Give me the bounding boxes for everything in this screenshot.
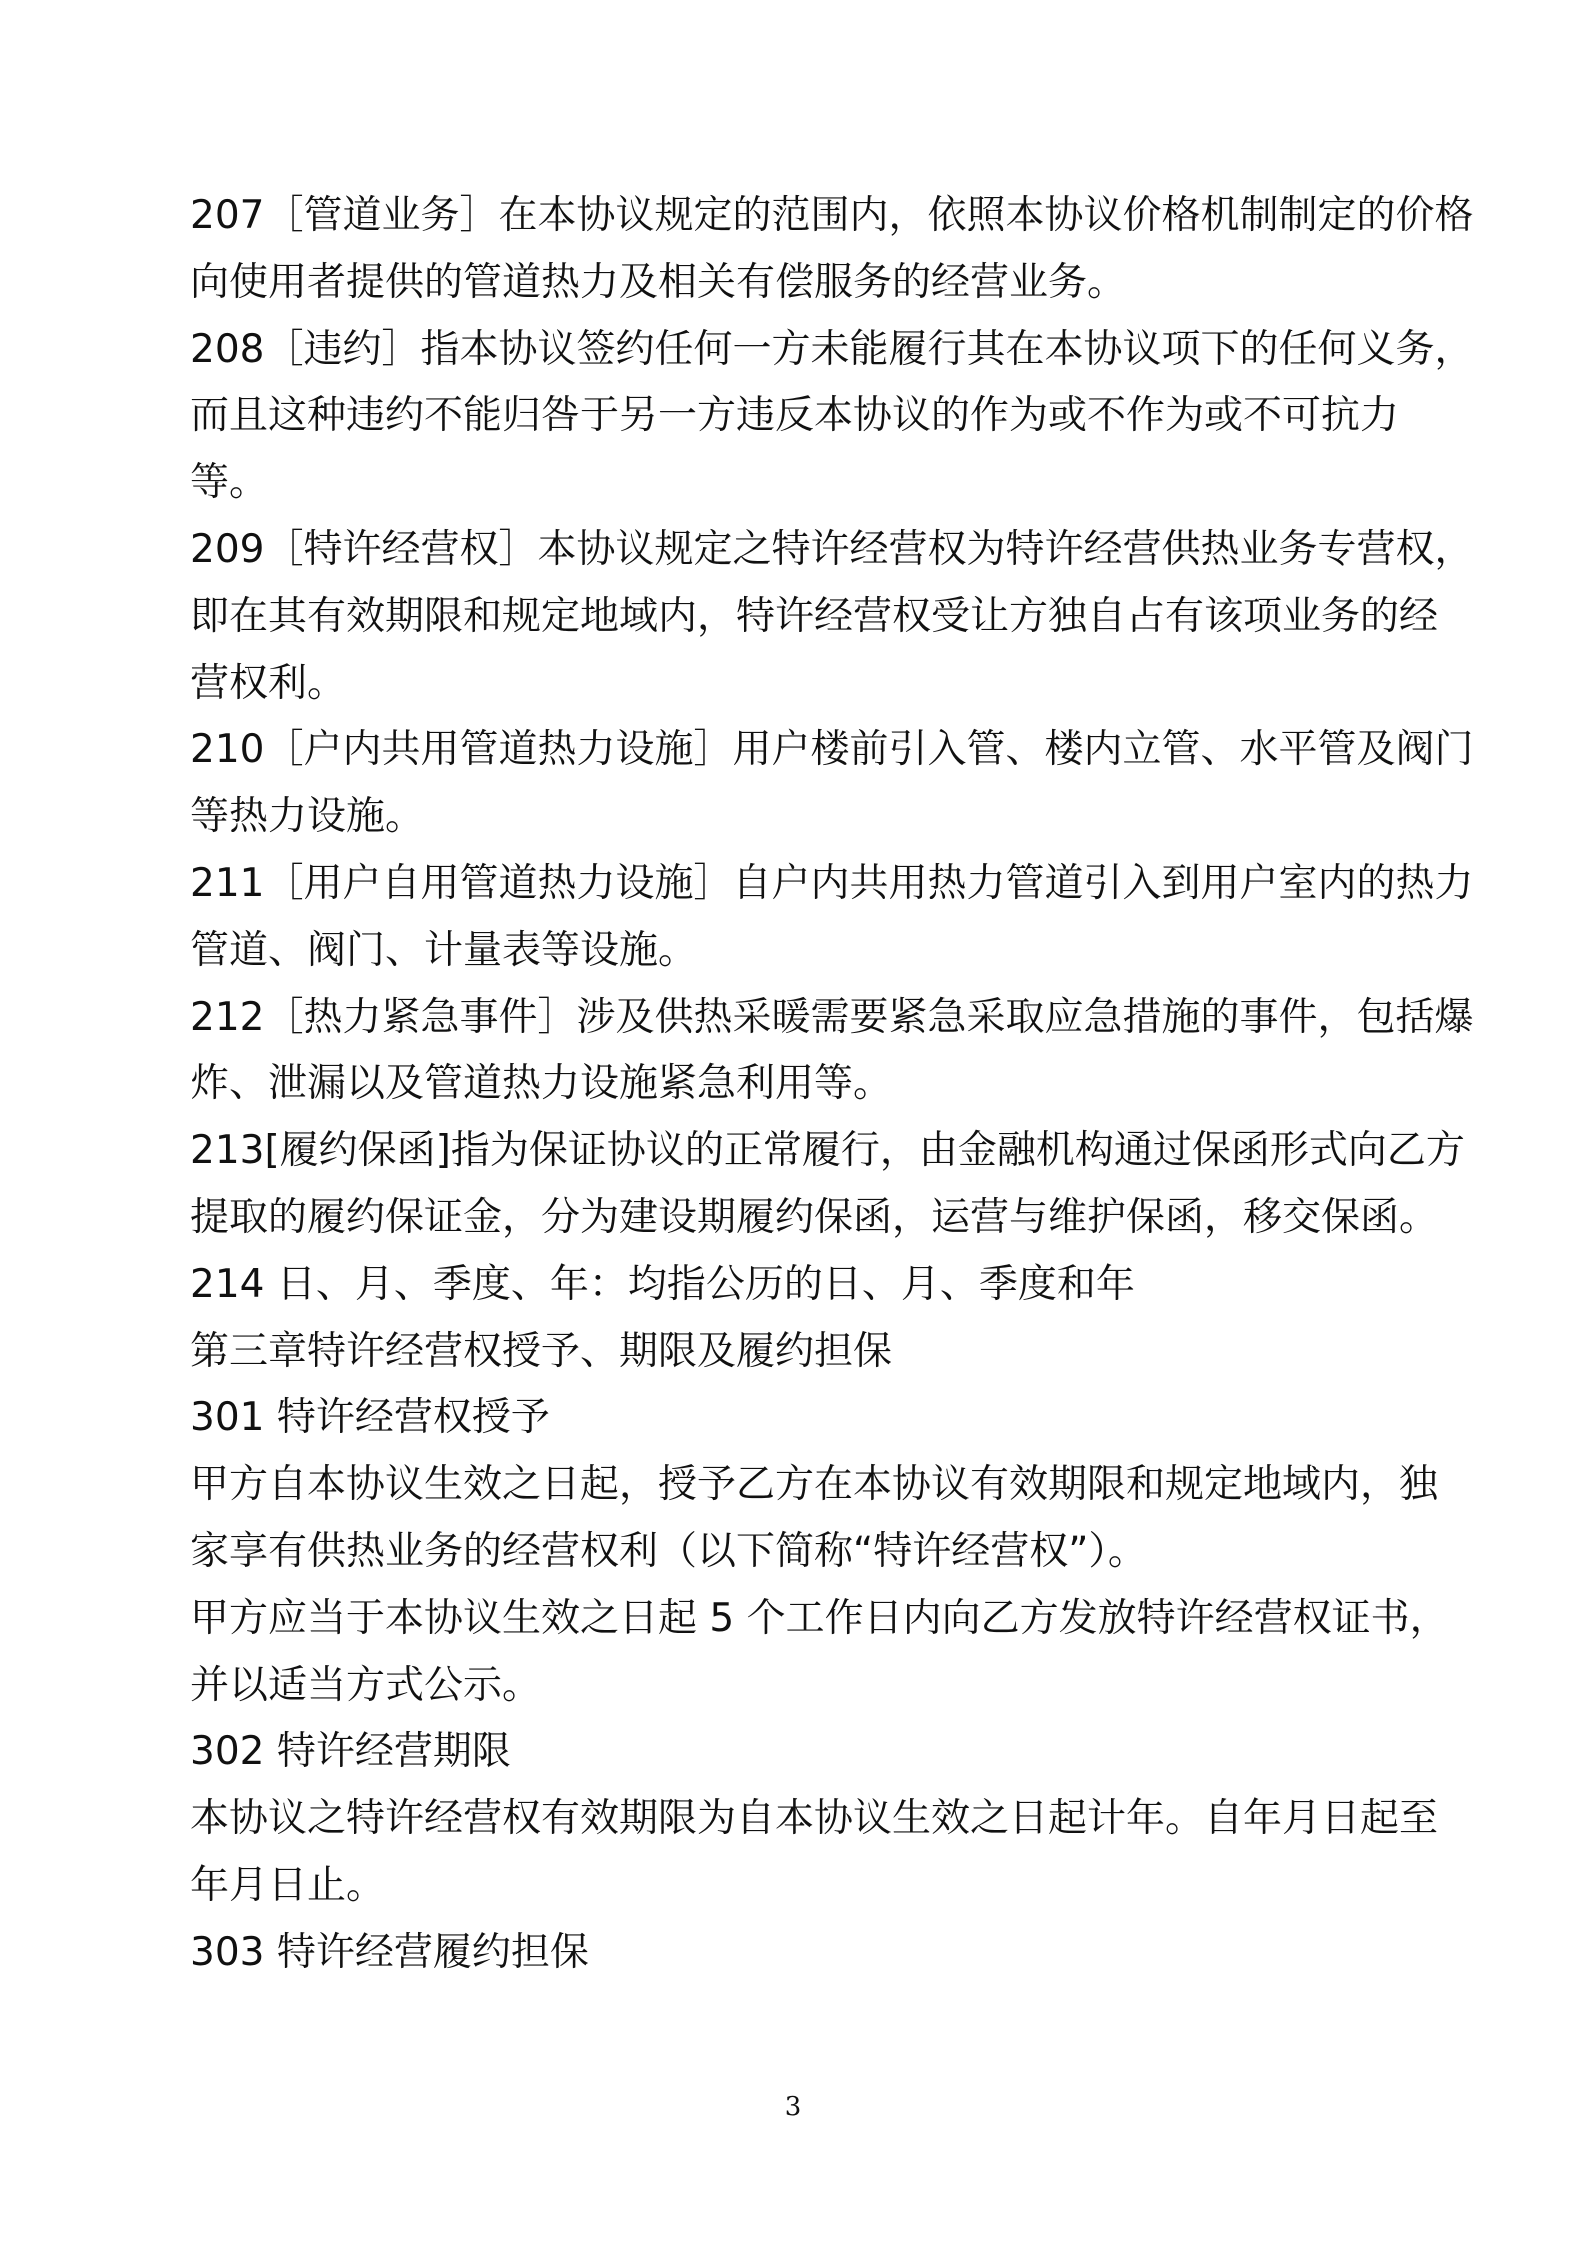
paragraph bbox=[190, 985, 1474, 1119]
text-line: 208［违约］指本协议签约任何一方未能履行其在本协议项下的任何义务， bbox=[190, 326, 1474, 372]
paragraph bbox=[190, 1586, 1449, 1720]
text-line: 而且这种违约不能归咎于另一方违反本协议的作为或不作为或不可抗力 bbox=[190, 393, 1400, 439]
paragraph bbox=[190, 317, 1474, 517]
paragraph bbox=[190, 1920, 1410, 1987]
text-line: 即在其有效期限和规定地域内，特许经营权受让方独自占有该项业务的经 bbox=[190, 593, 1439, 639]
paragraph bbox=[190, 1452, 1439, 1586]
text-line: 207［管道业务］在本协议规定的范围内，依照本协议价格机制制定的价格 bbox=[190, 193, 1474, 238]
text-line: 炸、泄漏以及管道热力设施紧急利用等。 bbox=[190, 1061, 893, 1107]
text-line: 302 特许经营期限 bbox=[190, 1729, 511, 1775]
text-line: 家享有供热业务的经营权利（以下简称“特许经营权”）。 bbox=[190, 1528, 1147, 1574]
text-line: 甲方应当于本协议生效之日起 5 个工作日内向乙方发放特许经营权证书， bbox=[190, 1595, 1449, 1641]
document-body bbox=[190, 183, 1474, 1987]
text-line: 管道、阀门、计量表等设施。 bbox=[190, 927, 698, 973]
text-line: 210［户内共用管道热力设施］用户楼前引入管、楼内立管、水平管及阀门 bbox=[190, 727, 1474, 773]
text-line: 甲方自本协议生效之日起，授予乙方在本协议有效期限和规定地域内，独 bbox=[190, 1462, 1439, 1508]
paragraph bbox=[190, 1385, 1410, 1452]
paragraph bbox=[190, 1319, 1410, 1386]
paragraph bbox=[190, 851, 1474, 985]
paragraph bbox=[190, 717, 1474, 851]
text-line: 并以适当方式公示。 bbox=[190, 1662, 542, 1708]
text-line: 提取的履约保证金，分为建设期履约保函，运营与维护保函，移交保函。 bbox=[190, 1194, 1439, 1240]
text-line: 向使用者提供的管道热力及相关有偿服务的经营业务。 bbox=[190, 259, 1127, 305]
text-line: 209［特许经营权］本协议规定之特许经营权为特许经营供热业务专营权， bbox=[190, 526, 1474, 572]
paragraph bbox=[190, 1719, 1410, 1786]
text-line: 212［热力紧急事件］涉及供热采暖需要紧急采取应急措施的事件，包括爆 bbox=[190, 994, 1474, 1040]
page-number: 3 bbox=[784, 2092, 802, 2122]
paragraph bbox=[190, 1786, 1439, 1920]
paragraph bbox=[190, 183, 1474, 317]
text-line: 等。 bbox=[190, 460, 269, 506]
text-line: 214 日、月、季度、年：均指公历的日、月、季度和年 bbox=[190, 1261, 1135, 1307]
text-line: 本协议之特许经营权有效期限为自本协议生效之日起计年。自年月日起至 bbox=[190, 1796, 1439, 1842]
paragraph bbox=[190, 1118, 1465, 1252]
text-line: 第三章特许经营权授予、期限及履约担保 bbox=[190, 1328, 893, 1374]
paragraph bbox=[190, 517, 1474, 717]
text-line: 年月日止。 bbox=[190, 1862, 386, 1908]
text-line: 301 特许经营权授予 bbox=[190, 1395, 550, 1441]
paragraph bbox=[190, 1252, 1410, 1319]
text-line: 211［用户自用管道热力设施］自户内共用热力管道引入到用户室内的热力 bbox=[190, 860, 1474, 906]
text-line: 等热力设施。 bbox=[190, 794, 425, 840]
text-line: 303 特许经营履约担保 bbox=[190, 1929, 589, 1975]
text-line: 213[履约保函]指为保证协议的正常履行，由金融机构通过保函形式向乙方 bbox=[190, 1128, 1465, 1174]
text-line: 营权利。 bbox=[190, 660, 347, 706]
